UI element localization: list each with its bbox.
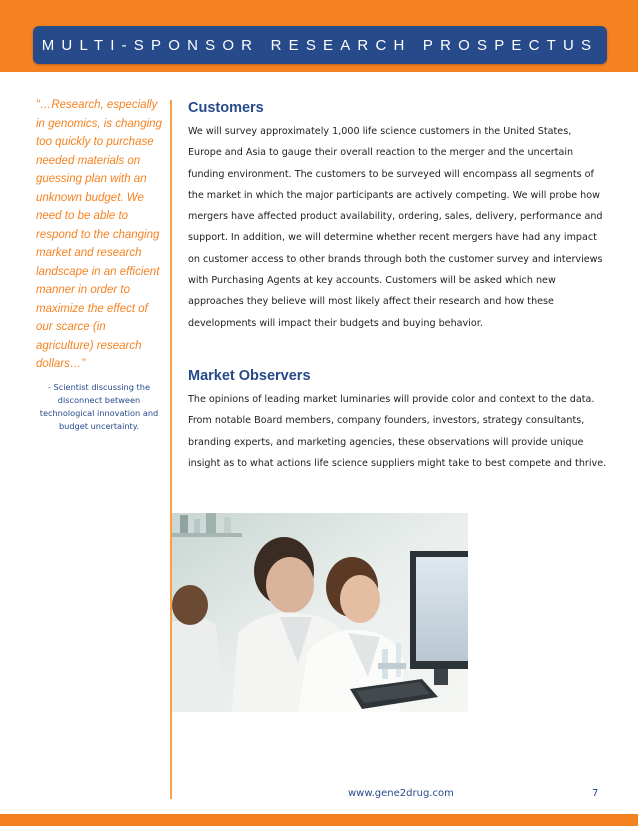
section-customers: [188, 98, 608, 334]
footer-orange-band: [0, 814, 638, 826]
section-heading-customers: Customers: [188, 100, 264, 116]
section-heading-market-observers: Market Observers: [188, 368, 311, 384]
section-market-observers: [188, 366, 608, 474]
section-body-customers: We will survey approximately 1,000 life science customers in the United States, Europe and Asia to gauge their overall reaction to the merger and the uncertain funding environment. The customers to be surveyed will encompass all segments of the market in which the major participants are actively competing. We will probe how mergers have affected product availability, ordering, sales, delivery, performance and support. In addition, we will determine whether recent mergers have had any impact on customer access to other brands through both the customer survey and interviews with Purchasing Agents at key accounts. Customers will be asked which new approaches they believe will most likely affect their research and how these developments will impact their budgets and buying behavior.: [188, 126, 603, 329]
pull-quote: “…Research, especially in genomics, is changing too quickly to purchase needed materials on guessing plan with an unknown budget. We need to be able to respond to the changing market and research landscape in an efficient manner in order to maximize the effect of our scarce (in agriculture) research dollars…”: [36, 99, 162, 370]
header-banner: [33, 26, 607, 64]
section-body-market-observers: The opinions of leading market luminaries will provide color and context to the data. From notable Board members, company founders, investors, strategy consultants, branding experts, and marketing agencies, these observations will provide unique insight as to what actions life science suppliers might take to best compete and thrive.: [188, 394, 607, 469]
footer-url[interactable]: www.gene2drug.com: [348, 788, 454, 799]
lab-scientists-photo: [172, 513, 468, 712]
page-title: MULTI-SPONSOR RESEARCH PROSPECTUS: [41, 36, 599, 54]
quote-attribution: - Scientist discussing the disconnect between technological innovation and budget uncertainty.: [39, 382, 159, 431]
page-number: 7: [592, 788, 599, 799]
